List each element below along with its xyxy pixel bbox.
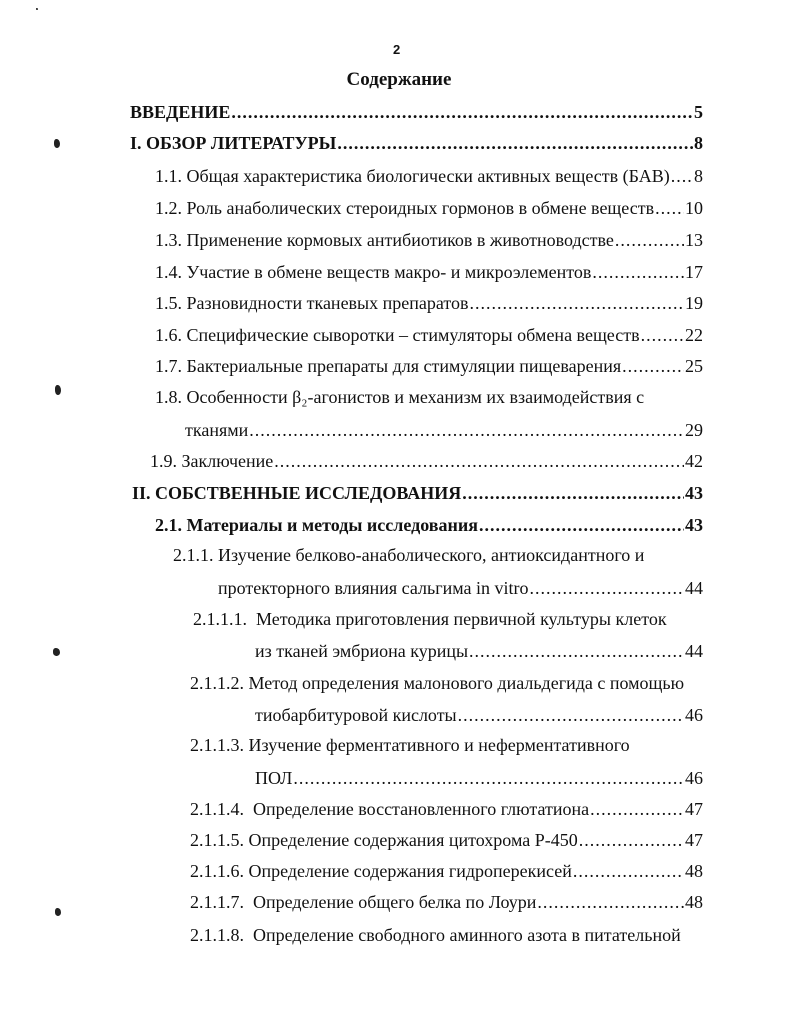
leader-dots <box>641 324 684 346</box>
toc-entry-text: 1.2. Роль анаболических стероидных гормонов в обмене веществ <box>155 198 655 218</box>
leader-dots <box>671 165 693 187</box>
leader-dots <box>573 860 684 882</box>
toc-entry <box>150 450 703 472</box>
toc-entry-text: 2.1.1.7. Определение общего белка по Лоури <box>190 892 537 912</box>
toc-entry <box>190 672 684 694</box>
toc-entry-text: 2.1. Материалы и методы исследования <box>155 515 478 535</box>
toc-entry-text: 2.1.1. Изучение белково-анаболического, антиоксидантного и <box>173 545 645 565</box>
page-number: 2 <box>393 42 401 57</box>
leader-dots <box>469 640 684 662</box>
toc-entry-text: 2.1.1.2. Метод определения малонового диальдегида с помощью <box>190 673 685 693</box>
toc-entry <box>173 544 644 566</box>
toc-entry-text: 1.3. Применение кормовых антибиотиков в животноводстве <box>155 230 614 250</box>
leader-dots <box>655 197 684 219</box>
toc-page-number: 48 <box>685 861 703 881</box>
toc-entry <box>155 355 703 377</box>
toc-entry <box>155 514 703 536</box>
toc-entry <box>155 197 703 219</box>
leader-dots <box>470 292 684 314</box>
scan-speck <box>36 8 38 10</box>
toc-entry-continuation <box>218 577 703 599</box>
leader-dots <box>537 891 684 913</box>
leader-dots <box>579 829 684 851</box>
toc-entry <box>130 101 703 123</box>
toc-entry <box>155 386 644 408</box>
scan-speck <box>53 648 60 656</box>
toc-entry-text: 1.4. Участие в обмене веществ макро- и микроэлементов <box>155 262 592 282</box>
toc-page-number: 47 <box>685 830 703 850</box>
toc-entry-text: 1.9. Заключение <box>150 451 274 471</box>
toc-entry-continuation <box>185 419 703 441</box>
leader-dots <box>458 704 684 726</box>
toc-entry-text: 2.1.1.8. Определение свободного аминного азота в питательной <box>190 925 681 945</box>
toc-entry <box>190 829 703 851</box>
leader-dots <box>529 577 684 599</box>
toc-page-number: 29 <box>685 420 703 440</box>
toc-entry-text: из тканей эмбриона курицы <box>255 641 469 661</box>
toc-entry-text: тиобарбитуровой кислоты <box>255 705 457 725</box>
toc-entry-text: ПОЛ <box>255 768 293 788</box>
scan-speck <box>55 385 61 395</box>
leader-dots <box>590 798 684 820</box>
leader-dots <box>274 450 684 472</box>
toc-entry-text: 1.1. Общая характеристика биологически активных веществ (БАВ) <box>155 166 670 186</box>
leader-dots <box>231 101 693 123</box>
toc-page-number: 5 <box>694 102 703 122</box>
toc-entry-text: 1.5. Разновидности тканевых препаратов <box>155 293 469 313</box>
toc-page-number: 25 <box>685 356 703 376</box>
toc-entry <box>155 292 703 314</box>
toc-entry-text: I. ОБЗОР ЛИТЕРАТУРЫ <box>130 133 337 153</box>
toc-entry-text: II. СОБСТВЕННЫЕ ИССЛЕДОВАНИЯ <box>132 483 462 503</box>
toc-entry-continuation <box>255 704 703 726</box>
toc-page-number: 47 <box>685 799 703 819</box>
toc-entry-text: 2.1.1.5. Определение содержания цитохрома Р-450 <box>190 830 578 850</box>
toc-entry <box>155 165 703 187</box>
toc-entry <box>190 798 703 820</box>
toc-entry-text: протекторного влияния сальгима in vitro <box>218 578 529 598</box>
toc-entry <box>190 860 703 882</box>
toc-entry-text: 2.1.1.3. Изучение ферментативного и неферментативного <box>190 735 630 755</box>
scan-speck <box>55 908 61 916</box>
toc-entry-text: тканями <box>185 420 249 440</box>
leader-dots <box>249 419 684 441</box>
toc-entry <box>132 482 703 504</box>
toc-entry-text: 2.1.1.4. Определение восстановленного глютатиона <box>190 799 590 819</box>
leader-dots <box>462 482 684 504</box>
toc-entry <box>155 324 703 346</box>
toc-page-number: 48 <box>685 892 703 912</box>
toc-entry-continuation <box>255 640 703 662</box>
toc-entry-continuation <box>255 767 703 789</box>
toc-entry <box>193 608 667 630</box>
toc-page-number: 43 <box>685 515 703 535</box>
toc-page-number: 42 <box>685 451 703 471</box>
toc-page-number: 8 <box>694 133 703 153</box>
leader-dots <box>622 355 684 377</box>
page-title: Содержание <box>346 69 452 90</box>
toc-page-number: 8 <box>694 166 703 186</box>
toc-page-number: 46 <box>685 768 703 788</box>
toc-entry-text: 2.1.1.1. Методика приготовления первичной культуры клеток <box>193 609 667 629</box>
toc-page-number: 17 <box>685 262 703 282</box>
toc-page-number: 10 <box>685 198 703 218</box>
toc-page-number: 44 <box>685 641 703 661</box>
toc-entry-text: 2.1.1.6. Определение содержания гидроперекисей <box>190 861 572 881</box>
leader-dots <box>293 767 684 789</box>
toc-entry-text: ВВЕДЕНИЕ <box>130 102 231 122</box>
toc-page-number: 19 <box>685 293 703 313</box>
toc-entry <box>190 734 630 756</box>
leader-dots <box>337 132 693 154</box>
toc-entry <box>190 924 681 946</box>
toc-page-number: 13 <box>685 230 703 250</box>
toc-page-number: 22 <box>685 325 703 345</box>
leader-dots <box>479 514 684 536</box>
toc-entry <box>130 132 703 154</box>
toc-entry-text: 1.6. Специфические сыворотки – стимуляторы обмена веществ <box>155 325 640 345</box>
toc-entry-text: 1.8. Особенности β₂-агонистов и механизм их взаимодействия с <box>155 387 645 407</box>
leader-dots <box>592 261 684 283</box>
leader-dots <box>615 229 684 251</box>
toc-page-number: 46 <box>685 705 703 725</box>
scan-speck <box>54 139 60 148</box>
toc-page-number: 44 <box>685 578 703 598</box>
toc-entry <box>155 229 703 251</box>
toc-entry <box>190 891 703 913</box>
toc-entry-text: 1.7. Бактериальные препараты для стимуляции пищеварения <box>155 356 622 376</box>
toc-page-number: 43 <box>685 483 703 503</box>
toc-entry <box>155 261 703 283</box>
